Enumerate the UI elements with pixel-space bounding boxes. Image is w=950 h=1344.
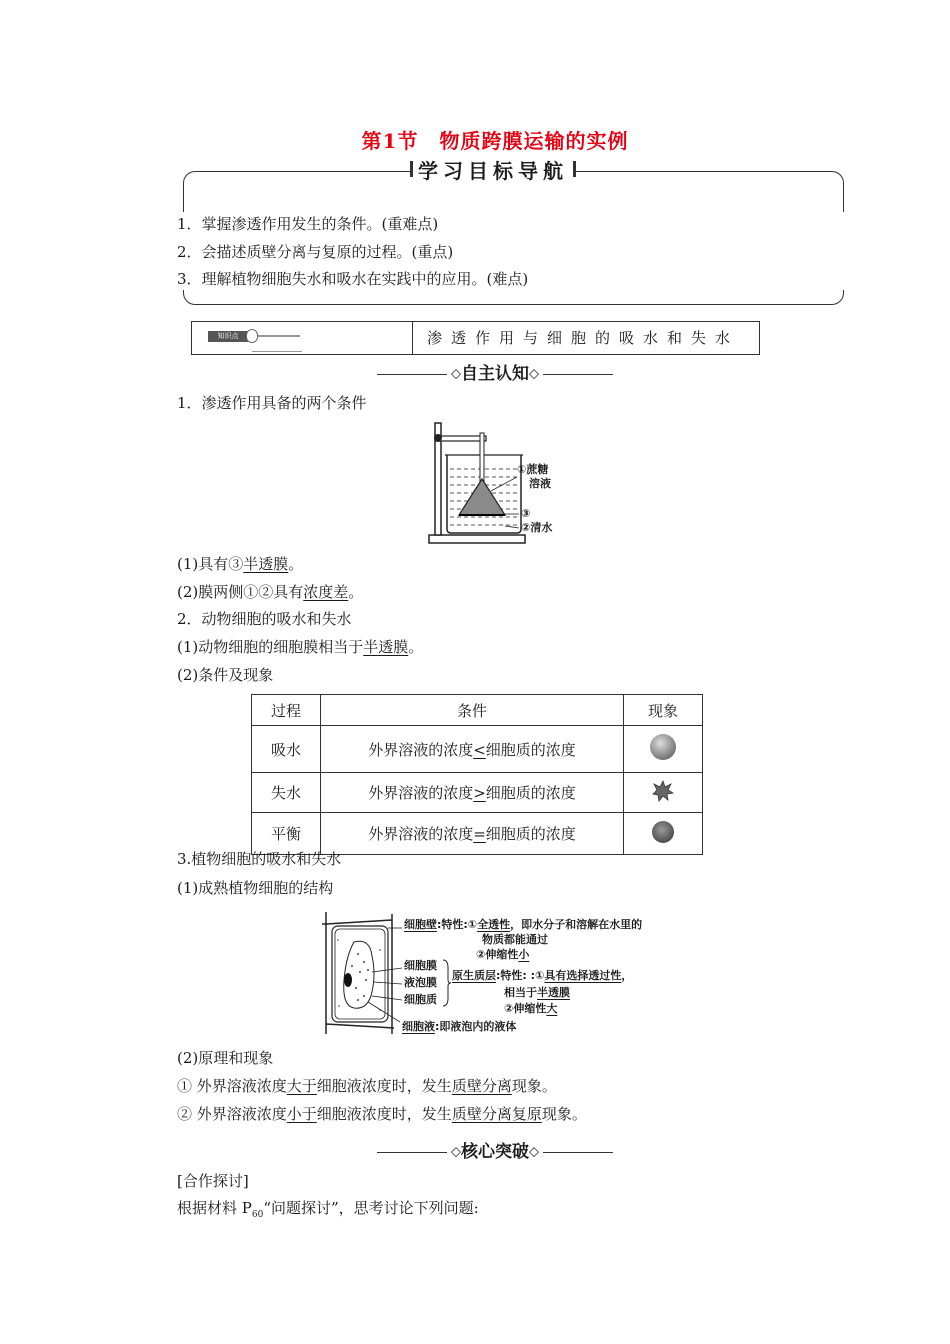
answer-blank: 浓度差 [303,583,349,601]
animal-cell-conditions-table [251,694,703,855]
badge-knob [246,329,258,343]
table-cell-phenomenon [624,813,703,855]
objectives-frame-bottom [183,290,844,305]
diamond-icon: ◇ [451,1144,461,1160]
answer-blank: 半透膜 [363,638,409,656]
condition-1: (1)具有③半透膜。 [177,555,304,573]
badge-bar [252,335,300,337]
fig1-label-sucrose: ①蔗糖 [517,463,549,476]
table-cell-condition: 外界溶液的浓度>细胞质的浓度 [321,773,624,813]
brace-icon [442,958,452,1008]
diamond-icon: ◇ [451,366,461,382]
principle-1: ① 外界溶液浓度大于细胞液浓度时，发生质壁分离现象。 [177,1077,557,1095]
objective-2: 2．会描述质壁分离与复原的过程。(重点) [177,243,454,261]
table-cell-phenomenon [624,726,703,773]
label-protoplast-line3: ②伸缩性大 [504,1002,558,1015]
table-cell-condition: 外界溶液的浓度<细胞质的浓度 [321,726,624,773]
diamond-icon: ◇ [529,1144,539,1160]
table-header: 现象 [624,695,703,726]
answer-blank: 半透膜 [243,555,289,573]
section-header-text: 核心突破 [461,1142,529,1162]
label-cell-wall-line3: ②伸缩性小 [476,948,530,961]
section-header-self-study [0,359,950,384]
cooperative-inquiry-label: [合作探讨] [177,1172,249,1190]
header-rule-right [543,1152,613,1153]
point-2-2: (2)条件及现象 [177,666,274,684]
header-rule-right [543,374,613,375]
point-3-heading: 3.植物细胞的吸水和失水 [177,850,342,868]
section-header-text: 自主认知 [461,364,529,384]
table-row [252,773,703,813]
label-vacuole-membrane: 液泡膜 [404,976,437,989]
diamond-icon: ◇ [529,366,539,382]
table-cell-process: 吸水 [252,726,321,773]
label-cell-sap: 细胞液:即液泡内的液体 [402,1020,517,1033]
point-3-1: (1)成熟植物细胞的结构 [177,879,334,897]
table-header: 条件 [321,695,624,726]
table-header: 过程 [252,695,321,726]
fig1-label-water: ②清水 [521,521,553,534]
principle-2: ② 外界溶液浓度小于细胞液浓度时，发生质壁分离复原现象。 [177,1105,587,1123]
label-protoplast-line2: 相当于半透膜 [504,986,570,999]
badge-underline [252,351,302,352]
table-cell-process: 失水 [252,773,321,813]
header-rule-left [377,374,447,375]
point-3-2: (2)原理和现象 [177,1049,274,1067]
discussion-prompt: 根据材料 $P_{60}“$问题探讨”，思考讨论下列问题: [177,1199,479,1220]
normal-cell-image [652,821,674,843]
fig1-label-membrane: ③ [521,507,531,520]
condition-2: (2)膜两侧①②具有浓度差。 [177,583,364,601]
objective-1: 1．掌握渗透作用发生的条件。(重难点) [177,215,439,233]
table-cell-condition: 外界溶液的浓度=细胞质的浓度 [321,813,624,855]
shrunken-cell-image [651,779,675,803]
plant-cell-structure-figure [322,908,682,1040]
knowledge-point-tag: 知识点 [208,331,248,342]
page-title: 第1节 物质跨膜运输的实例 [361,129,629,153]
label-protoplast-layer: 原生质层:特性: :①具有选择透过性， [452,969,633,982]
osmosis-apparatus-figure [425,421,575,547]
plant-cell-drawing [322,910,402,1036]
knowledge-point-title: 渗透作用与细胞的吸水和失水 [427,329,740,347]
label-cell-wall-line2: 物质都能通过 [482,933,548,946]
label-cell-membrane: 细胞膜 [404,959,437,972]
knowledge-point-badge-cell [192,322,413,354]
section-header-core [0,1137,950,1162]
objectives-banner: 学习目标导航 [410,155,576,184]
table-cell-process: 平衡 [252,813,321,855]
point-2-1: (1)动物细胞的细胞膜相当于半透膜。 [177,638,424,656]
osmosis-apparatus-drawing [425,421,575,547]
point-2-heading: 2．动物细胞的吸水和失水 [177,610,352,628]
table-header-row [252,695,703,726]
point-1-heading: 1．渗透作用具备的两个条件 [177,394,367,412]
table-row [252,726,703,773]
label-cell-wall: 细胞壁:特性:①全透性，即水分子和溶解在水里的 [404,918,643,931]
knowledge-point-box [191,321,760,355]
swollen-cell-image [650,734,676,760]
header-rule-left [377,1152,447,1153]
objective-3: 3．理解植物细胞失水和吸水在实践中的应用。(难点) [177,270,529,288]
table-cell-phenomenon [624,773,703,813]
fig1-label-solution: 溶液 [529,477,551,490]
label-cytoplasm: 细胞质 [404,993,437,1006]
